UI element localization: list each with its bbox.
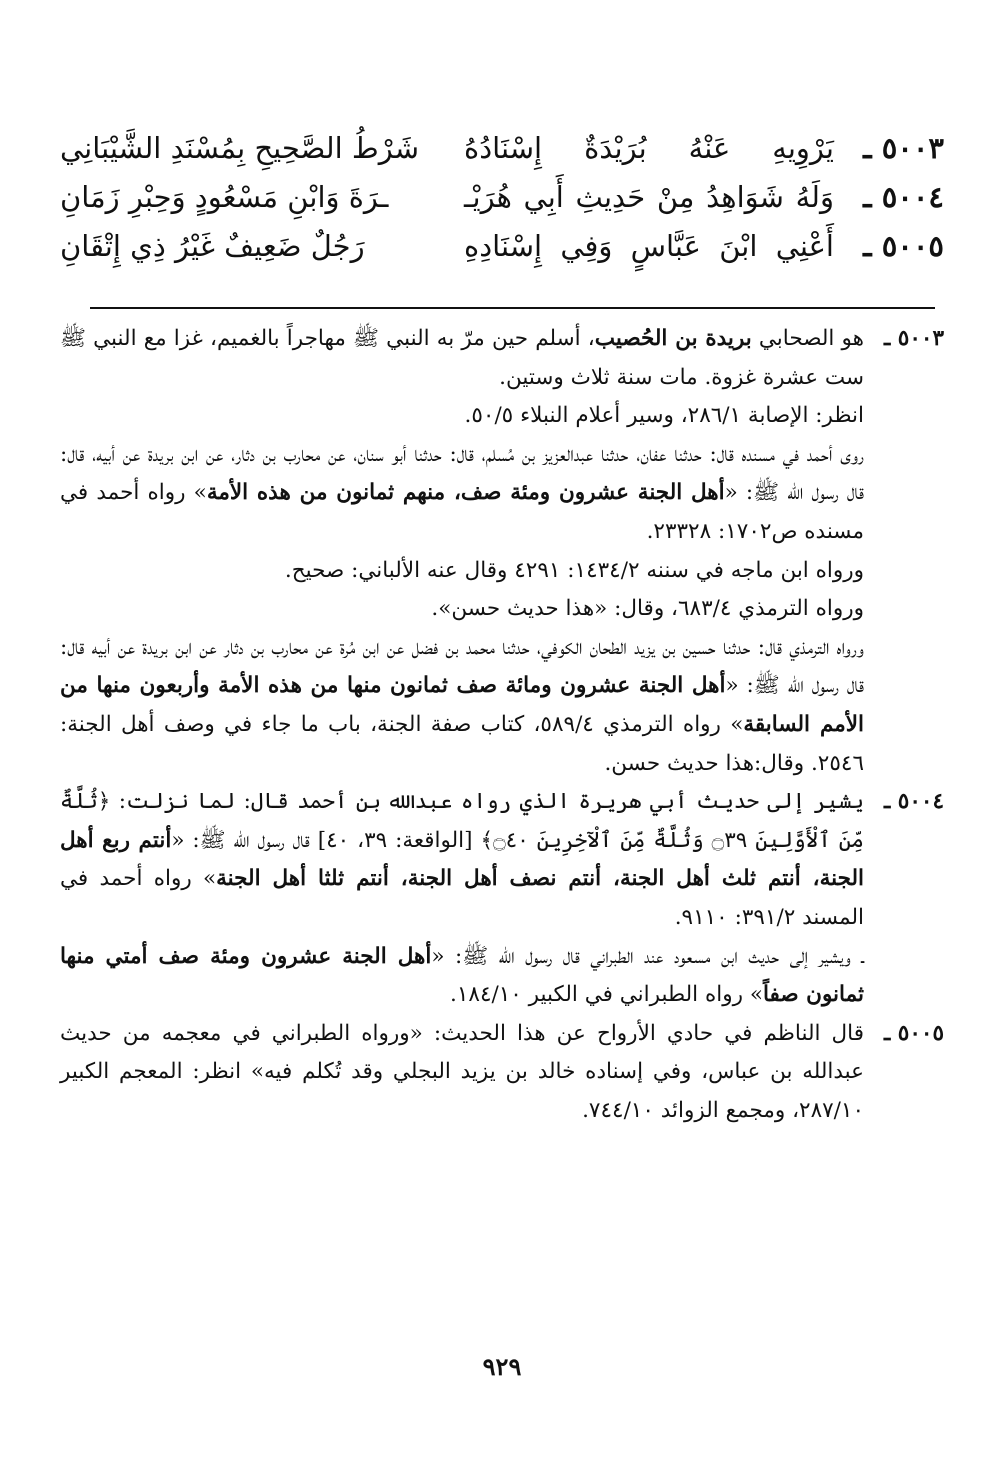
verse-second-hemistich: رَجُلٌ ضَعِيفٌ غَيْرُ ذِي إِتْقَانِ bbox=[60, 229, 365, 263]
text-run: هو الصحابي bbox=[751, 326, 864, 351]
footnote-separator bbox=[90, 307, 935, 309]
verse-number: ٥٠٠٥ ـ bbox=[863, 229, 944, 263]
hadith-text: أهل الجنة عشرون ومائة صف ثمانون منها من هذه الأمة وأربعون منها من الأمم السابقة bbox=[60, 673, 865, 737]
verse-5003 bbox=[60, 124, 944, 172]
footnote-body bbox=[60, 1015, 864, 1131]
verse-number: ٥٠٠٣ ـ bbox=[863, 131, 944, 165]
footnote-number: ٥٠٠٤ ـ bbox=[884, 789, 944, 815]
text-run: روى أحمد في مسنده قال: حدثنا عفان، حدثنا عبدالعزيز بن مُسلم، قال: حدثنا أبو سنان، عن محارب بن دثار، عن ابن بريدة عن أبيه، قال: قال رسول الله ﷺ: « bbox=[60, 441, 865, 506]
verse-number: ٥٠٠٤ ـ bbox=[863, 180, 944, 214]
verse-5004 bbox=[60, 173, 944, 221]
footnote-body bbox=[60, 783, 864, 1015]
footnote-number: ٥٠٠٥ ـ bbox=[884, 1020, 944, 1046]
footnote-body bbox=[60, 320, 864, 783]
verse-second-hemistich: شَرْطُ الصَّحِيحِ بِمُسْنَدِ الشَّيْبَانِي bbox=[60, 131, 420, 165]
footnote-paragraph: ورواه ابن ماجه في سننه ١٤٣٤/٢: ٤٢٩١ وقال عنه الألباني: صحيح. bbox=[284, 557, 864, 583]
footnote-paragraph bbox=[60, 783, 864, 937]
page-number: ٩٢٩ bbox=[482, 1352, 522, 1381]
footnote-paragraph bbox=[60, 320, 864, 397]
footnote-paragraph bbox=[60, 629, 864, 783]
text-run: ، أسلم حين مرّ به النبي ﷺ مهاجراً بالغميم، غزا مع النبي ﷺ ست عشرة غزوة. مات سنة ثلاث وستين. bbox=[60, 326, 864, 390]
footnote-paragraph bbox=[60, 436, 864, 552]
hadith-text: أنتم ربع أهل الجنة، أنتم ثلث أهل الجنة، أنتم نصف أهل الجنة، أنتم ثلثا أهل الجنة bbox=[60, 827, 864, 892]
footnote-5005 bbox=[60, 1015, 944, 1131]
verse-first-hemistich: أَعْنِي ابْنَ عَبَّاسٍ وَفِي إِسْنَادِهِ bbox=[464, 229, 834, 263]
text-run: » رواه الترمذي ٥٨٩/٤، كتاب صفة الجنة، باب ما جاء في وصف أهل الجنة: ٢٥٤٦. وقال:هذا حديث حسن. bbox=[60, 711, 864, 776]
hadith-text: أهل الجنة عشرون ومئة صف، منهم ثمانون من هذه الأمة bbox=[206, 480, 725, 506]
verse-second-hemistich: ـرَةَ وَابْنِ مَسْعُودٍ وَحِبْرِ زَمَانِ bbox=[60, 180, 389, 214]
footnote-paragraph: انظر: الإصابة ٢٨٦/١، وسير أعلام النبلاء ٥٠/٥. bbox=[464, 403, 864, 429]
footnote-paragraph bbox=[60, 938, 864, 1015]
companion-name: بريدة بن الحُصيب bbox=[594, 326, 752, 351]
footnote-paragraph: ورواه الترمذي ٦٨٣/٤، وقال: «هذا حديث حسن». bbox=[431, 596, 864, 622]
footnote-5004 bbox=[60, 783, 944, 1015]
footnote-number: ٥٠٠٣ ـ bbox=[884, 326, 944, 351]
text-run: ـ ويشير إلى حديث ابن مسعود عند الطبراني قال رسول الله ﷺ: « bbox=[431, 943, 864, 969]
footnote-paragraph: قال الناظم في حادي الأرواح عن هذا الحديث: «ورواه الطبراني في معجمه من حديث عبدالله بن عباس، وفي إسناده خالد بن يزيد البجلي وقد تُكلم فيه» انظر: المعجم الكبير ٢٨٧/١٠، ومجمع الزوائد ٧٤٤/١٠. bbox=[60, 1020, 864, 1123]
verse-first-hemistich: وَلَهُ شَوَاهِدُ مِنْ حَدِيثِ أَبِي هُرَيْـ bbox=[464, 180, 834, 214]
verse-first-hemistich: يَرْوِيهِ عَنْهُ بُرَيْدَةٌ إِسْنَادُهُ bbox=[464, 131, 834, 165]
verse-5005 bbox=[60, 222, 944, 270]
text-run: » رواه أحمد في المسند ٣٩١/٢: ٩١١٠. bbox=[60, 866, 864, 930]
hadith-text: أهل الجنة عشرون ومئة صف أمتي منها ثمانون صفاً bbox=[60, 943, 864, 1008]
footnotes bbox=[60, 320, 944, 1130]
text-run: » رواه أحمد في مسنده ص١٧٠٢: ٢٣٣٢٨. bbox=[60, 480, 864, 544]
text-run: يشير إلى حديث أبي هريرة الذي رواه عبدالله بن أحمد قال: لما نزلت: ﴿ثُلَّةٌ مِّنَ ٱلْأَوَّلِينَ ۝٣٩ وَثُلَّةٌ مِّنَ ٱلْآخِرِينَ ۝٤٠﴾ [الواقعة: ٣٩، ٤٠] قال رسول الله ﷺ: « bbox=[60, 789, 864, 853]
text-run: ورواه الترمذي قال: حدثنا حسين بن يزيد الطحان الكوفي، حدثنا محمد بن فضل عن ابن مُرة عن محارب بن دثار عن ابن بريدة عن أبيه قال: قال رسول الله ﷺ: « bbox=[60, 634, 865, 699]
footnote-5003 bbox=[60, 320, 944, 783]
text-run: » رواه الطبراني في الكبير ١٨٤/١٠. bbox=[450, 982, 763, 1008]
